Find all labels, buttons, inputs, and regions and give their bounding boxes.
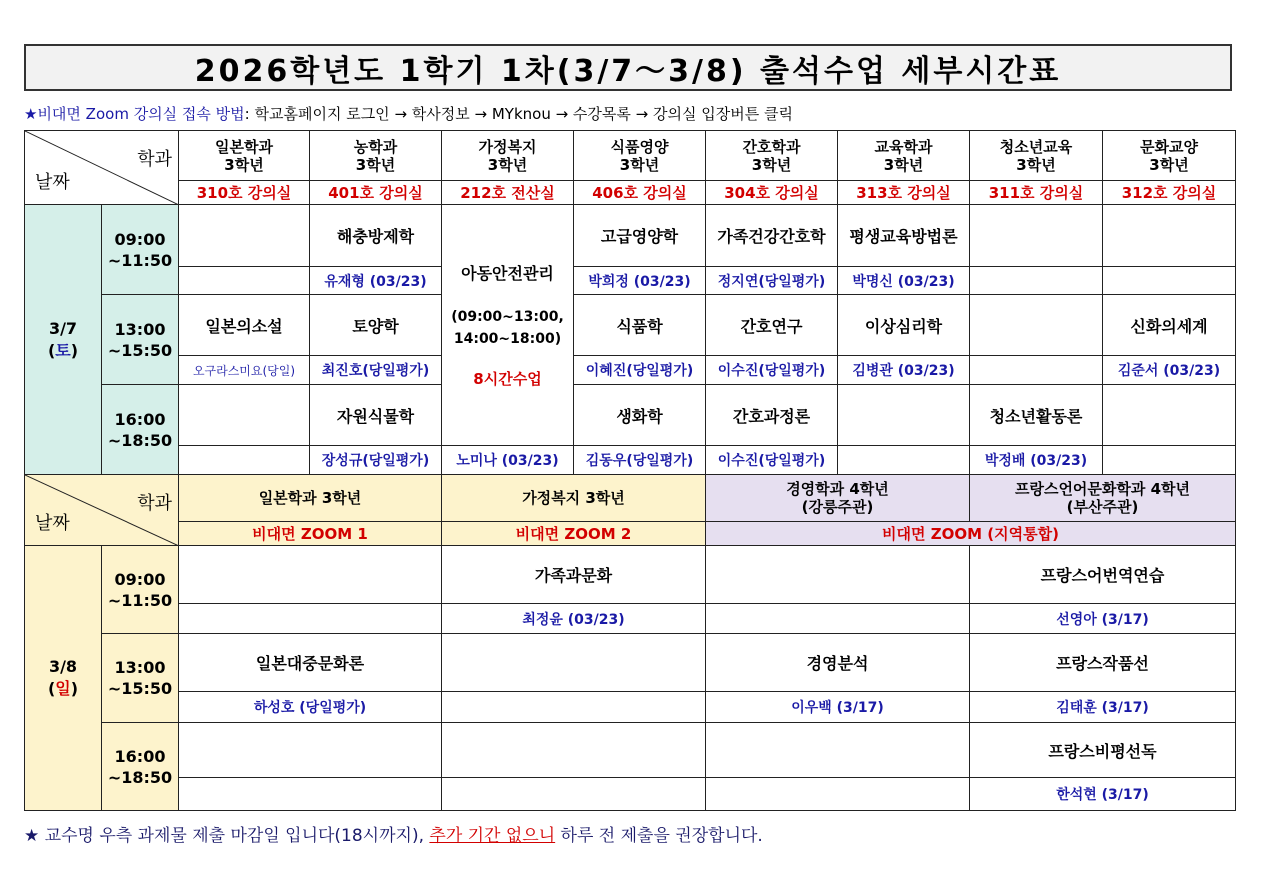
subject-cell: 청소년활동론 (970, 385, 1103, 446)
subject-cell: 가족건강간호학 (706, 205, 838, 267)
professor-cell (179, 778, 442, 811)
room-label: 312호 강의실 (1103, 181, 1236, 205)
timetable (24, 130, 1236, 811)
time-cell: 09:00 ~11:50 (102, 205, 179, 295)
professor-cell (706, 604, 970, 634)
professor-cell (442, 778, 706, 811)
professor-cell: 김준서 (03/23) (1103, 356, 1236, 385)
subject-cell: 평생교육방법론 (838, 205, 970, 267)
professor-cell: 이수진(당일평가) (706, 356, 838, 385)
zoom-notice (24, 103, 793, 124)
subject-cell: 일본대중문화론 (179, 634, 442, 692)
group-header: 경영학과 4학년 (강릉주관) (706, 475, 970, 522)
zoom-notice-label: ★비대면 Zoom 강의실 접속 방법 (24, 105, 245, 123)
subject-cell: 경영분석 (706, 634, 970, 692)
dept-date-header-day2 (25, 475, 179, 546)
time-cell: 09:00 ~11:50 (102, 546, 179, 634)
zoom-room-label: 비대면 ZOOM 2 (442, 522, 706, 546)
time-cell: 16:00 ~18:50 (102, 385, 179, 475)
dept-header: 간호학과 3학년 (706, 131, 838, 181)
professor-cell: 김태훈 (3/17) (970, 692, 1236, 723)
subject-cell: 토양학 (310, 295, 442, 356)
subject-cell: 일본의소설 (179, 295, 310, 356)
professor-cell: 김동우(당일평가) (574, 446, 706, 475)
subject-cell: 해충방제학 (310, 205, 442, 267)
dept-header: 문화교양 3학년 (1103, 131, 1236, 181)
page-title (24, 44, 1232, 91)
zoom-room-label: 비대면 ZOOM 1 (179, 522, 442, 546)
professor-cell (179, 446, 310, 475)
room-label: 212호 전산실 (442, 181, 574, 205)
professor-cell (1103, 267, 1236, 295)
professor-cell: 장성규(당일평가) (310, 446, 442, 475)
professor-cell: 이수진(당일평가) (706, 446, 838, 475)
dept-header: 청소년교육 3학년 (970, 131, 1103, 181)
footer-text-1: ★ 교수명 우측 과제물 제출 마감일 입니다(18시까지), (24, 826, 430, 846)
zoom-room-label: 비대면 ZOOM (지역통합) (706, 522, 1236, 546)
professor-cell: 오구라스미요(당일) (179, 356, 310, 385)
professor-cell (1103, 446, 1236, 475)
professor-cell (838, 446, 970, 475)
subject-cell: 간호과정론 (706, 385, 838, 446)
page-title-text: 2026학년도 1학기 1차(3/7～3/8) 출석수업 세부시간표 (194, 53, 1062, 89)
time-cell: 16:00 ~18:50 (102, 723, 179, 811)
professor-cell: 박명신 (03/23) (838, 267, 970, 295)
professor-cell (442, 692, 706, 723)
subject-cell (1103, 205, 1236, 267)
subject-cell: 가족과문화 (442, 546, 706, 604)
subject-cell: 프랑스비평선독 (970, 723, 1236, 778)
subject-cell (970, 295, 1103, 356)
subject-cell (706, 546, 970, 604)
professor-cell: 이우백 (3/17) (706, 692, 970, 723)
date-cell-day2: 3/8 (일) (25, 546, 102, 811)
professor-cell: 김병관 (03/23) (838, 356, 970, 385)
dept-header: 교육학과 3학년 (838, 131, 970, 181)
dept-label: 학과 (137, 149, 172, 170)
subject-cell: 생화학 (574, 385, 706, 446)
professor-cell: 노미나 (03/23) (442, 446, 574, 475)
professor-cell (179, 604, 442, 634)
footer-text-2: 하루 전 제출을 권장합니다. (555, 826, 763, 846)
time-cell: 13:00 ~15:50 (102, 634, 179, 723)
dept-header: 농학과 3학년 (310, 131, 442, 181)
footer-warning: 추가 기간 없으니 (429, 826, 556, 846)
subject-cell: 이상심리학 (838, 295, 970, 356)
footer-notice (24, 821, 763, 846)
date-label: 날짜 (35, 172, 70, 193)
professor-cell: 최진호(당일평가) (310, 356, 442, 385)
subject-cell: 간호연구 (706, 295, 838, 356)
subject-cell: 자원식물학 (310, 385, 442, 446)
subject-cell (838, 385, 970, 446)
subject-cell (970, 205, 1103, 267)
professor-cell: 박희정 (03/23) (574, 267, 706, 295)
subject-cell: 프랑스작품선 (970, 634, 1236, 692)
subject-cell (442, 723, 706, 778)
special-course-cell: 아동안전관리 (09:00~13:00, 14:00~18:00) 8시간수업 (442, 205, 574, 446)
group-header: 일본학과 3학년 (179, 475, 442, 522)
professor-cell (706, 778, 970, 811)
subject-cell (179, 385, 310, 446)
professor-cell: 선영아 (3/17) (970, 604, 1236, 634)
date-cell-day1: 3/7 (토) (25, 205, 102, 475)
group-header: 프랑스언어문화학과 4학년 (부산주관) (970, 475, 1236, 522)
zoom-notice-text: : 학교홈페이지 로그인 → 학사정보 → MYknou → 수강목록 → 강의실 입장버튼 클릭 (244, 105, 793, 123)
subject-cell: 신화의세계 (1103, 295, 1236, 356)
professor-cell (970, 267, 1103, 295)
room-label: 304호 강의실 (706, 181, 838, 205)
time-cell: 13:00 ~15:50 (102, 295, 179, 385)
group-header: 가정복지 3학년 (442, 475, 706, 522)
professor-cell: 최정윤 (03/23) (442, 604, 706, 634)
professor-cell (179, 267, 310, 295)
subject-cell: 고급영양학 (574, 205, 706, 267)
room-label: 311호 강의실 (970, 181, 1103, 205)
subject-cell (179, 546, 442, 604)
special-note: 8시간수업 (473, 370, 542, 388)
room-label: 310호 강의실 (179, 181, 310, 205)
subject-cell (442, 634, 706, 692)
dept-header: 가정복지 3학년 (442, 131, 574, 181)
professor-cell: 박정배 (03/23) (970, 446, 1103, 475)
special-subject: 아동안전관리 (461, 264, 554, 283)
subject-cell: 프랑스어번역연습 (970, 546, 1236, 604)
subject-cell (179, 205, 310, 267)
dept-header: 일본학과 3학년 (179, 131, 310, 181)
professor-cell: 한석현 (3/17) (970, 778, 1236, 811)
subject-cell (1103, 385, 1236, 446)
professor-cell: 하성호 (당일평가) (179, 692, 442, 723)
subject-cell (179, 723, 442, 778)
subject-cell: 식품학 (574, 295, 706, 356)
dept-date-header-day1 (25, 131, 179, 205)
professor-cell: 이혜진(당일평가) (574, 356, 706, 385)
room-label: 313호 강의실 (838, 181, 970, 205)
subject-cell (706, 723, 970, 778)
date-label: 날짜 (35, 513, 70, 534)
room-label: 406호 강의실 (574, 181, 706, 205)
professor-cell: 정지연(당일평가) (706, 267, 838, 295)
professor-cell: 유재형 (03/23) (310, 267, 442, 295)
professor-cell (970, 356, 1103, 385)
dept-header: 식품영양 3학년 (574, 131, 706, 181)
room-label: 401호 강의실 (310, 181, 442, 205)
dept-label: 학과 (137, 493, 172, 514)
